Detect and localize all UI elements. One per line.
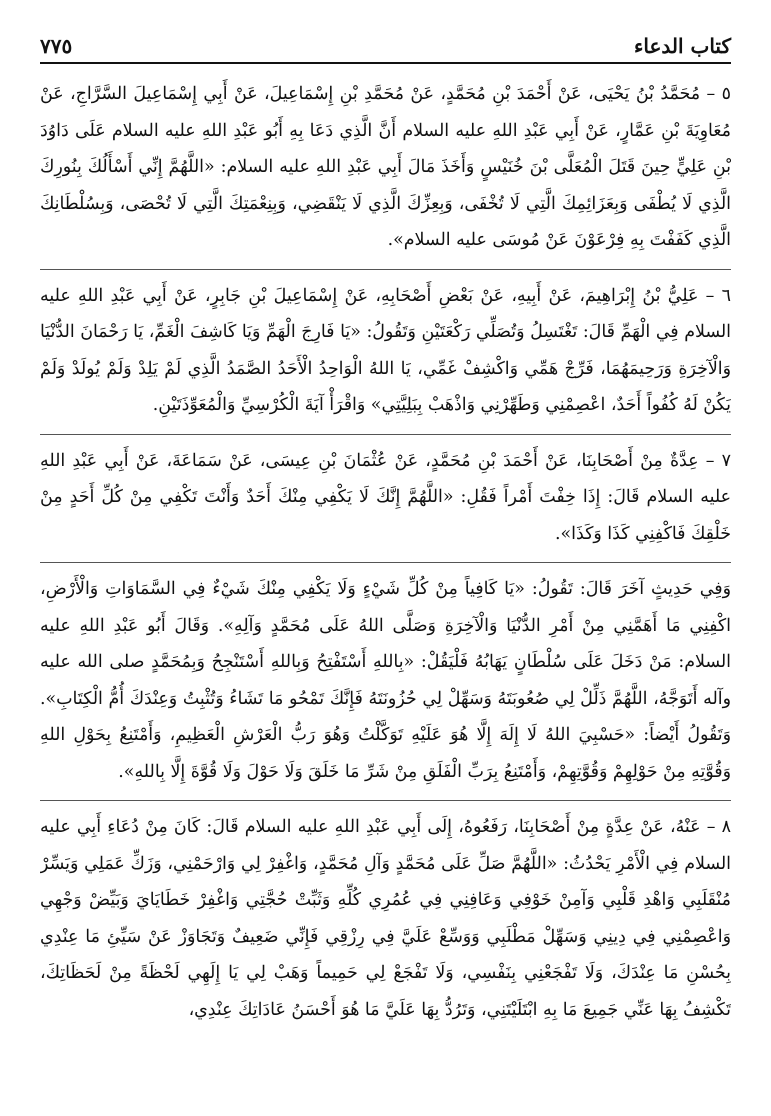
hadith-8: ٨ – عَنْهُ، عَنْ عِدَّةٍ مِنْ أَصْحَابِنَا، رَفَعُوهُ، إِلَى أَبِي عَبْدِ اللهِ عليه السلام قَالَ: كَانَ مِنْ دُعَاءِ أَبِي عليه السلام فِي الْأَمْرِ يَحْدُثُ: «اللَّهُمَّ صَلِّ عَلَى مُحَمَّدٍ وَآلِ مُحَمَّدٍ، وَاغْفِرْ لِي وَارْحَمْنِي، وَزَكِّ عَمَلِي وَيَسِّرْ مُنْقَلَبِي وَاهْدِ قَلْبِي وَآمِنْ خَوْفِي وَعَافِنِي فِي عُمُرِي كُلِّهِ وَثَبِّتْ حُجَّتِي وَاغْفِرْ خَطَايَايَ وَبَيِّضْ وَجْهِي وَاعْصِمْنِي فِي دِينِي وَسَهِّلْ مَطْلَبِي وَوَسِّعْ عَلَيَّ فِي رِزْقِي فَإِنِّي ضَعِيفٌ وَتَجَاوَزْ عَنْ سَيِّئِ مَا عِنْدِي بِحُسْنِ مَا عِنْدَكَ، وَلَا تَفْجَعْنِي بِنَفْسِي، وَلَا تَفْجَعْ لِي حَمِيماً وَهَبْ لِي يَا إِلَهِي لَحْظَةً مِنْ لَحَظَاتِكَ، تَكْشِفُ بِهَا عَنِّي جَمِيعَ مَا بِهِ ابْتَلَيْتَنِي، وَتَرُدُّ بِهَا عَلَيَّ مَا هُوَ أَحْسَنُ عَادَاتِكَ عِنْدِي، [40, 817, 731, 1020]
hadith-separator [40, 434, 731, 435]
hadith-7-other-narration: وَفِي حَدِيثٍ آخَرَ قَالَ: تَقُولُ: «يَا كَافِياً مِنْ كُلِّ شَيْءٍ وَلَا يَكْفِي مِنْكَ شَيْءٌ فِي السَّمَاوَاتِ وَالْأَرْضِ، اكْفِنِي مَا أَهَمَّنِي مِنْ أَمْرِ الدُّنْيَا وَالْآخِرَةِ وَصَلَّى اللهُ عَلَى مُحَمَّدٍ وَآلِهِ». وَقَالَ أَبُو عَبْدِ اللهِ عليه السلام: مَنْ دَخَلَ عَلَى سُلْطَانٍ يَهَابُهُ فَلْيَقُلْ: «بِاللهِ أَسْتَفْتِحُ وَبِاللهِ أَسْتَنْجِحُ وَبِمُحَمَّدٍ صلى الله عليه وآله أَتَوَجَّهُ، اللَّهُمَّ ذَلِّلْ لِي صُعُوبَتَهُ وَسَهِّلْ لِي حُزُونَتَهُ فَإِنَّكَ تَمْحُو مَا تَشَاءُ وَتُثْبِتُ وَعِنْدَكَ أُمُّ الْكِتَابِ». وَتَقُولُ أَيْضاً: «حَسْبِيَ اللهُ لَا إِلَهَ إِلَّا هُوَ عَلَيْهِ تَوَكَّلْتُ وَهُوَ رَبُّ الْعَرْشِ الْعَظِيمِ، وَأَمْتَنِعُ بِحَوْلِ اللهِ وَقُوَّتِهِ مِنْ حَوْلِهِمْ وَقُوَّتِهِمْ، وَأَمْتَنِعُ بِرَبِّ الْفَلَقِ مِنْ شَرِّ مَا خَلَقَ وَلَا حَوْلَ وَلَا قُوَّةَ إِلَّا بِاللهِ». [40, 579, 731, 782]
hadith-5: ٥ – مُحَمَّدُ بْنُ يَحْيَى، عَنْ أَحْمَدَ بْنِ مُحَمَّدٍ، عَنْ مُحَمَّدِ بْنِ إِسْمَاعِيلَ، عَنْ أَبِي إِسْمَاعِيلَ السَّرَّاجِ، عَنْ مُعَاوِيَةَ بْنِ عَمَّارٍ، عَنْ أَبِي عَبْدِ اللهِ عليه السلام أَنَّ الَّذِي دَعَا بِهِ أَبُو عَبْدِ اللهِ عليه السلام عَلَى دَاوُدَ بْنِ عَلِيٍّ حِينَ قَتَلَ الْمُعَلَّى بْنَ خُنَيْسٍ وَأَخَذَ مَالَ أَبِي عَبْدِ اللهِ عليه السلام: «اللَّهُمَّ إِنِّي أَسْأَلُكَ بِنُورِكَ الَّذِي لَا يُطْفَى وَبِعَزَائِمِكَ الَّتِي لَا تُخْفَى، وَبِعِزِّكَ الَّذِي لَا يَنْقَضِي، وَبِنِعْمَتِكَ الَّتِي لَا تُحْصَى، وَبِسُلْطَانِكَ الَّذِي كَفَفْتَ بِهِ فِرْعَوْنَ عَنْ مُوسَى عليه السلام». [40, 84, 731, 250]
hadith-7: ٧ – عِدَّةٌ مِنْ أَصْحَابِنَا، عَنْ أَحْمَدَ بْنِ مُحَمَّدٍ، عَنْ عُثْمَانَ بْنِ عِيسَى، عَنْ سَمَاعَةَ، عَنْ أَبِي عَبْدِ اللهِ عليه السلام قَالَ: إِذَا خِفْتَ أَمْراً فَقُلِ: «اللَّهُمَّ إِنَّكَ لَا يَكْفِي مِنْكَ أَحَدٌ وَأَنْتَ تَكْفِي مِنْ كُلِّ أَحَدٍ مِنْ خَلْقِكَ فَاكْفِنِي كَذَا وَكَذَا». [40, 450, 731, 544]
running-header [40, 28, 731, 58]
book-title: كتاب الدعاء [633, 34, 731, 58]
header-rule [40, 62, 731, 64]
page-number: ٧٧٥ [40, 34, 73, 58]
hadith-separator [40, 269, 731, 270]
hadith-separator [40, 800, 731, 801]
page-body [40, 70, 731, 1108]
hadith-6: ٦ – عَلِيُّ بْنُ إِبْرَاهِيمَ، عَنْ أَبِيهِ، عَنْ بَعْضِ أَصْحَابِهِ، عَنْ إِسْمَاعِيلَ بْنِ جَابِرٍ، عَنْ أَبِي عَبْدِ اللهِ عليه السلام فِي الْهَمِّ قَالَ: تَغْتَسِلُ وَتُصَلِّي رَكْعَتَيْنِ وَتَقُولُ: «يَا فَارِجَ الْهَمِّ وَيَا كَاشِفَ الْغَمِّ، يَا رَحْمَانَ الدُّنْيَا وَالْآخِرَةِ وَرَحِيمَهُمَا، فَرِّجْ هَمِّي وَاكْشِفْ غَمِّي، يَا اللهُ الْوَاحِدُ الْأَحَدُ الصَّمَدُ الَّذِي لَمْ يَلِدْ وَلَمْ يُولَدْ وَلَمْ يَكُنْ لَهُ كُفُواً أَحَدٌ، اعْصِمْنِي وَطَهِّرْنِي وَاذْهَبْ بِبَلِيَّتِي» وَاقْرَأْ آيَةَ الْكُرْسِيِّ وَالْمُعَوِّذَتَيْنِ. [40, 285, 731, 415]
hadith-separator [40, 562, 731, 563]
